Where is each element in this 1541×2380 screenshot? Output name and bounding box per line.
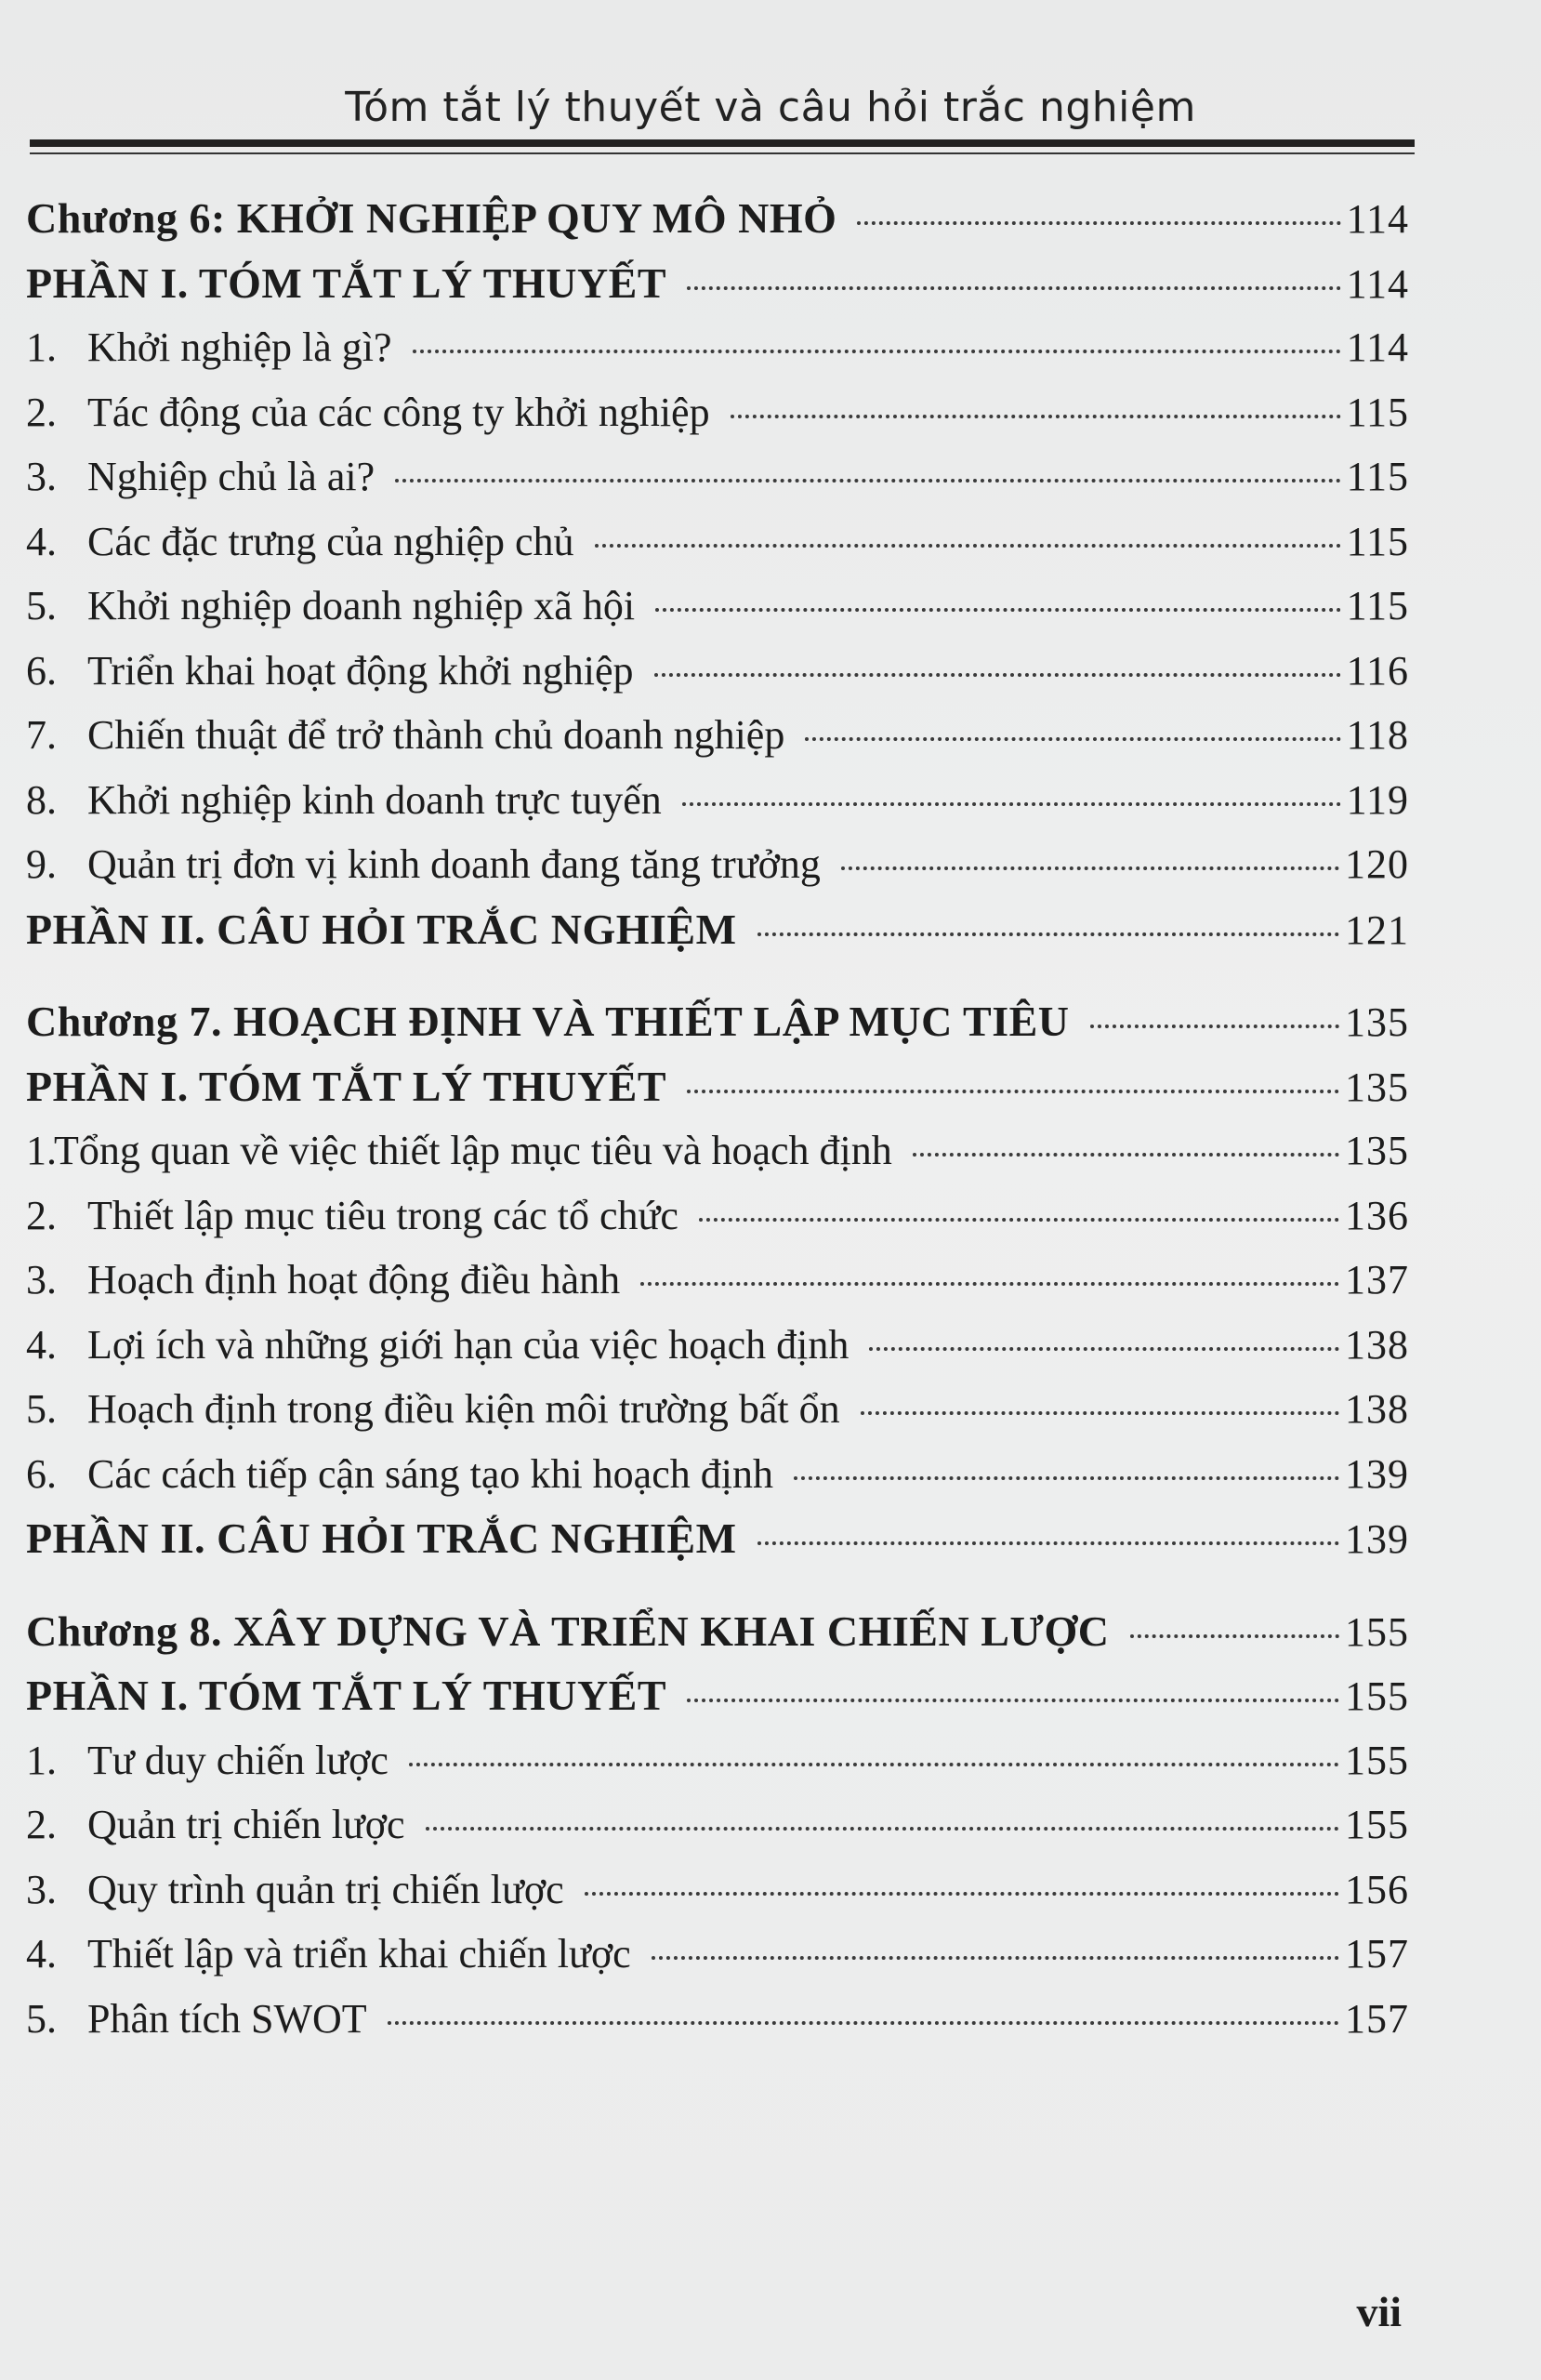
toc-entry-number: 5. — [26, 1995, 57, 2042]
dot-leader — [409, 1763, 1339, 1766]
toc-entry-label: Quy trình quản trị chiến lược — [87, 1866, 564, 1912]
toc-entry-number: 4. — [26, 518, 57, 564]
toc-entry-number: 6. — [26, 647, 57, 694]
toc-entry — [26, 703, 1409, 768]
dot-leader — [857, 221, 1340, 225]
toc-entry-number: 4. — [26, 1321, 57, 1368]
toc-entry-label: PHẦN II. CÂU HỎI TRẮC NGHIỆM — [26, 1514, 737, 1562]
toc-heading — [26, 897, 1409, 962]
toc-entry-label: Các đặc trưng của nghiệp chủ — [87, 518, 574, 564]
toc-entry-number: 3. — [26, 454, 57, 499]
toc-page-number: 139 — [1345, 1516, 1409, 1562]
dot-leader — [654, 673, 1341, 677]
toc-entry — [26, 380, 1409, 445]
toc-entry-label: Tác động của các công ty khởi nghiệp — [87, 389, 710, 435]
toc-page-number: 135 — [1345, 999, 1409, 1045]
toc-entry — [26, 574, 1409, 639]
toc-entry-label: Thiết lập mục tiêu trong các tổ chức — [87, 1192, 678, 1238]
toc-page-number: 135 — [1345, 1064, 1409, 1110]
toc-entry-number: 5. — [26, 1386, 57, 1432]
toc-entry-number: 2. — [26, 1192, 57, 1238]
dot-leader — [687, 1699, 1339, 1702]
toc-heading — [26, 186, 1409, 251]
toc-heading — [26, 1054, 1409, 1119]
toc-page-number: 115 — [1346, 454, 1409, 499]
toc-entry-number: 5. — [26, 583, 57, 628]
toc-page-number: 155 — [1345, 1737, 1409, 1783]
toc-entry-label: Thiết lập và triển khai chiến lược — [87, 1931, 631, 1977]
toc-entry — [26, 315, 1409, 380]
toc-entry-label: Tư duy chiến lược — [87, 1737, 389, 1783]
toc-entry — [26, 832, 1409, 897]
toc-entry-label: Triển khai hoạt động khởi nghiệp — [87, 647, 634, 694]
dot-leader — [652, 1956, 1339, 1960]
toc-entry — [26, 768, 1409, 833]
dot-leader — [595, 544, 1341, 548]
dot-leader — [805, 737, 1340, 741]
dot-leader — [731, 415, 1341, 418]
toc-entry-label: PHẦN I. TÓM TẮT LÝ THUYẾT — [26, 1062, 667, 1110]
toc-entry — [26, 1987, 1409, 2052]
toc-entry — [26, 1922, 1409, 1987]
toc-heading — [26, 1663, 1409, 1728]
toc-entry-label: Các cách tiếp cận sáng tạo khi hoạch định — [87, 1450, 773, 1497]
dot-leader — [841, 866, 1339, 870]
toc-page-number: 120 — [1345, 841, 1409, 887]
toc-entry-number: 7. — [26, 712, 57, 758]
toc-entry-number: 1. — [26, 1737, 57, 1783]
toc-entry-label: Nghiệp chủ là ai? — [87, 454, 375, 499]
toc-page-number: 157 — [1345, 1995, 1409, 2042]
toc-page-number: 136 — [1345, 1192, 1409, 1238]
toc-heading — [26, 251, 1409, 316]
dot-leader — [699, 1218, 1339, 1222]
toc-entry-number: 8. — [26, 776, 57, 823]
toc-entry-label: PHẦN I. TÓM TẮT LÝ THUYẾT — [26, 258, 667, 307]
toc-page-number: 121 — [1345, 906, 1409, 953]
toc-entry — [26, 1792, 1409, 1858]
toc-entry-label: PHẦN II. CÂU HỎI TRẮC NGHIỆM — [26, 905, 737, 953]
toc-entry — [26, 509, 1409, 575]
toc-page-number: 138 — [1345, 1321, 1409, 1368]
toc-entry-label: Lợi ích và những giới hạn của việc hoạch định — [87, 1321, 850, 1368]
dot-leader — [687, 1090, 1339, 1093]
toc-entry-number: 6. — [26, 1450, 57, 1497]
toc-entry-label: Khởi nghiệp kinh doanh trực tuyến — [87, 776, 662, 823]
dot-leader — [913, 1153, 1339, 1157]
toc-entry — [26, 1118, 1409, 1183]
toc-page-number: 155 — [1345, 1802, 1409, 1847]
toc-heading — [26, 1599, 1409, 1664]
dot-leader — [585, 1892, 1339, 1896]
dot-leader — [640, 1282, 1339, 1286]
toc-entry-number: 1. — [26, 1128, 57, 1173]
toc-entry-label: Chương 6: KHỞI NGHIỆP QUY MÔ NHỎ — [26, 194, 837, 242]
dot-leader — [413, 350, 1341, 353]
toc-entry-label: Khởi nghiệp là gì? — [87, 324, 392, 370]
toc-entry-number: 2. — [26, 1802, 57, 1847]
toc-entry-number: 4. — [26, 1931, 57, 1977]
dot-leader — [794, 1476, 1339, 1480]
toc-entry — [26, 1728, 1409, 1793]
header-rule-thin — [30, 152, 1415, 154]
toc-page-number: 114 — [1346, 324, 1409, 370]
toc-page-number: 135 — [1345, 1128, 1409, 1173]
toc-entry-number: 2. — [26, 389, 57, 435]
dot-leader — [687, 286, 1341, 290]
dot-leader — [1130, 1634, 1339, 1638]
toc-entry — [26, 1377, 1409, 1442]
toc-entry — [26, 639, 1409, 704]
toc-page-number: 138 — [1345, 1386, 1409, 1432]
dot-leader — [757, 932, 1339, 936]
dot-leader — [757, 1541, 1339, 1545]
dot-leader — [869, 1347, 1339, 1351]
toc-entry — [26, 1183, 1409, 1249]
running-header: Tóm tắt lý thuyết và câu hỏi trắc nghiệm — [345, 84, 1196, 131]
toc-entry-label: Tổng quan về việc thiết lập mục tiêu và hoạch định — [54, 1128, 892, 1173]
toc-entry-label: Quản trị chiến lược — [87, 1802, 405, 1847]
toc-page-number: 137 — [1345, 1257, 1409, 1302]
toc-entry — [26, 1858, 1409, 1923]
toc-entry — [26, 1248, 1409, 1313]
dot-leader — [1090, 1025, 1339, 1028]
toc-entry-label: Hoạch định trong điều kiện môi trường bất ổn — [87, 1386, 840, 1432]
toc-entry — [26, 1442, 1409, 1507]
toc-page-number: 115 — [1346, 389, 1409, 435]
header-rule-thick — [30, 139, 1415, 147]
dot-leader — [655, 608, 1341, 612]
toc-entry-label: PHẦN I. TÓM TẮT LÝ THUYẾT — [26, 1672, 667, 1719]
toc-heading — [26, 1506, 1409, 1571]
toc-entry-label: Hoạch định hoạt động điều hành — [87, 1257, 621, 1302]
dot-leader — [682, 802, 1341, 806]
toc-page-number: 118 — [1346, 712, 1409, 758]
toc-page-number: 155 — [1345, 1608, 1409, 1655]
dot-leader — [388, 2021, 1339, 2025]
toc-page-number: 139 — [1345, 1450, 1409, 1497]
toc-heading — [26, 989, 1409, 1054]
toc-entry-number: 3. — [26, 1866, 57, 1912]
dot-leader — [426, 1827, 1339, 1831]
dot-leader — [395, 479, 1341, 483]
toc-entry-label: Chương 8. XÂY DỰNG VÀ TRIỂN KHAI CHIẾN LƯỢC — [26, 1606, 1110, 1655]
toc-entry-number: 1. — [26, 324, 57, 370]
toc-entry-label: Chương 7. HOẠCH ĐỊNH VÀ THIẾT LẬP MỤC TIÊU — [26, 998, 1070, 1045]
dot-leader — [861, 1411, 1339, 1415]
toc-entry-number: 9. — [26, 841, 57, 887]
toc-page-number: 114 — [1346, 260, 1409, 307]
toc-entry-label: Chiến thuật để trở thành chủ doanh nghiệp — [87, 712, 785, 758]
toc-entry-number: 3. — [26, 1257, 57, 1302]
toc-page-number: 114 — [1346, 196, 1409, 242]
toc-entry-label: Quản trị đơn vị kinh doanh đang tăng trưởng — [87, 841, 821, 887]
toc-entry-label: Khởi nghiệp doanh nghiệp xã hội — [87, 583, 636, 628]
toc-page-number: 115 — [1346, 583, 1409, 628]
toc-page-number: 155 — [1345, 1673, 1409, 1719]
page-folio: vii — [1356, 2288, 1402, 2335]
toc-entry-label: Phân tích SWOT — [87, 1995, 367, 2042]
toc-entry — [26, 444, 1409, 509]
table-of-contents — [26, 186, 1409, 2051]
toc-page-number: 116 — [1346, 647, 1409, 694]
toc-page-number: 119 — [1346, 776, 1409, 823]
toc-entry — [26, 1313, 1409, 1378]
toc-page-number: 157 — [1345, 1931, 1409, 1977]
toc-page-number: 156 — [1345, 1866, 1409, 1912]
toc-page-number: 115 — [1346, 518, 1409, 564]
